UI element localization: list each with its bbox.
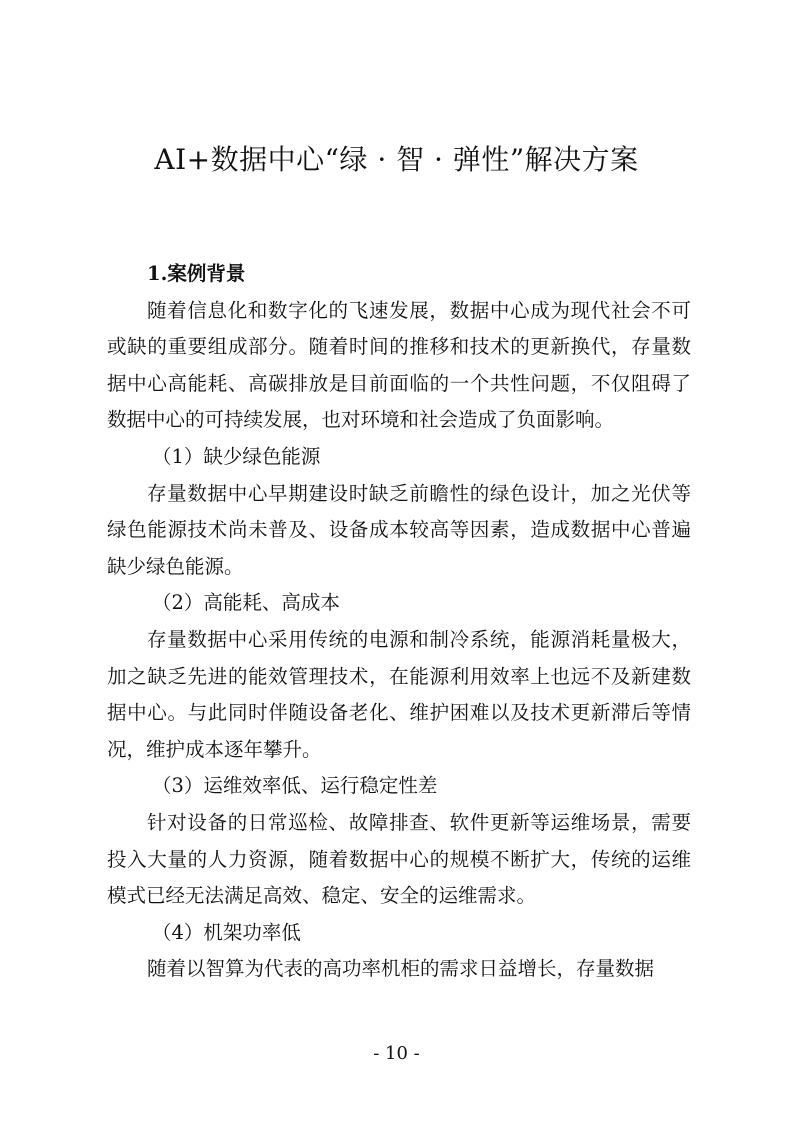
- page-number: - 10 -: [373, 1043, 420, 1064]
- document-title: AI+数据中心“绿 · 智 · 弹性”解决方案: [154, 143, 639, 176]
- paragraph-high-energy-cost: 存量数据中心采用传统的电源和制冷系统，能源消耗量极大，加之缺乏先进的能效管理技术，在能源利用效率上也远不及新建数据中心。与此同时伴随设备老化、维护困难以及技术更新滞后等情况，维护成本逐年攀升。: [107, 627, 691, 761]
- paragraph-intro: 随着信息化和数字化的飞速发展，数据中心成为现代社会不可或缺的重要组成部分。随着时间的推移和技术的更新换代，存量数据中心高能耗、高碳排放是目前面临的一个共性问题，不仅阻碍了数据中心的可持续发展，也对环境和社会造成了负面影响。: [107, 298, 691, 432]
- subheading-high-energy-cost: （2）高能耗、高成本: [152, 591, 340, 615]
- paragraph-rack-power: 随着以智算为代表的高功率机柜的需求日益增长，存量数据: [147, 957, 655, 981]
- paragraph-ops-efficiency: 针对设备的日常巡检、故障排查、软件更新等运维场景，需要投入大量的人力资源，随着数据中心的规模不断扩大，传统的运维模式已经无法满足高效、稳定、安全的运维需求。: [107, 810, 691, 908]
- paragraph-green-energy: 存量数据中心早期建设时缺乏前瞻性的绿色设计，加之光伏等绿色能源技术尚未普及、设备成本较高等因素，造成数据中心普遍缺少绿色能源。: [107, 481, 691, 578]
- subheading-rack-power: （4）机架功率低: [152, 920, 301, 944]
- document-body: [107, 256, 691, 988]
- subheading-green-energy: （1）缺少绿色能源: [152, 444, 321, 468]
- section-heading: 1.案例背景: [147, 262, 246, 285]
- subheading-ops-efficiency: （3）运维效率低、运行稳定性差: [152, 774, 438, 798]
